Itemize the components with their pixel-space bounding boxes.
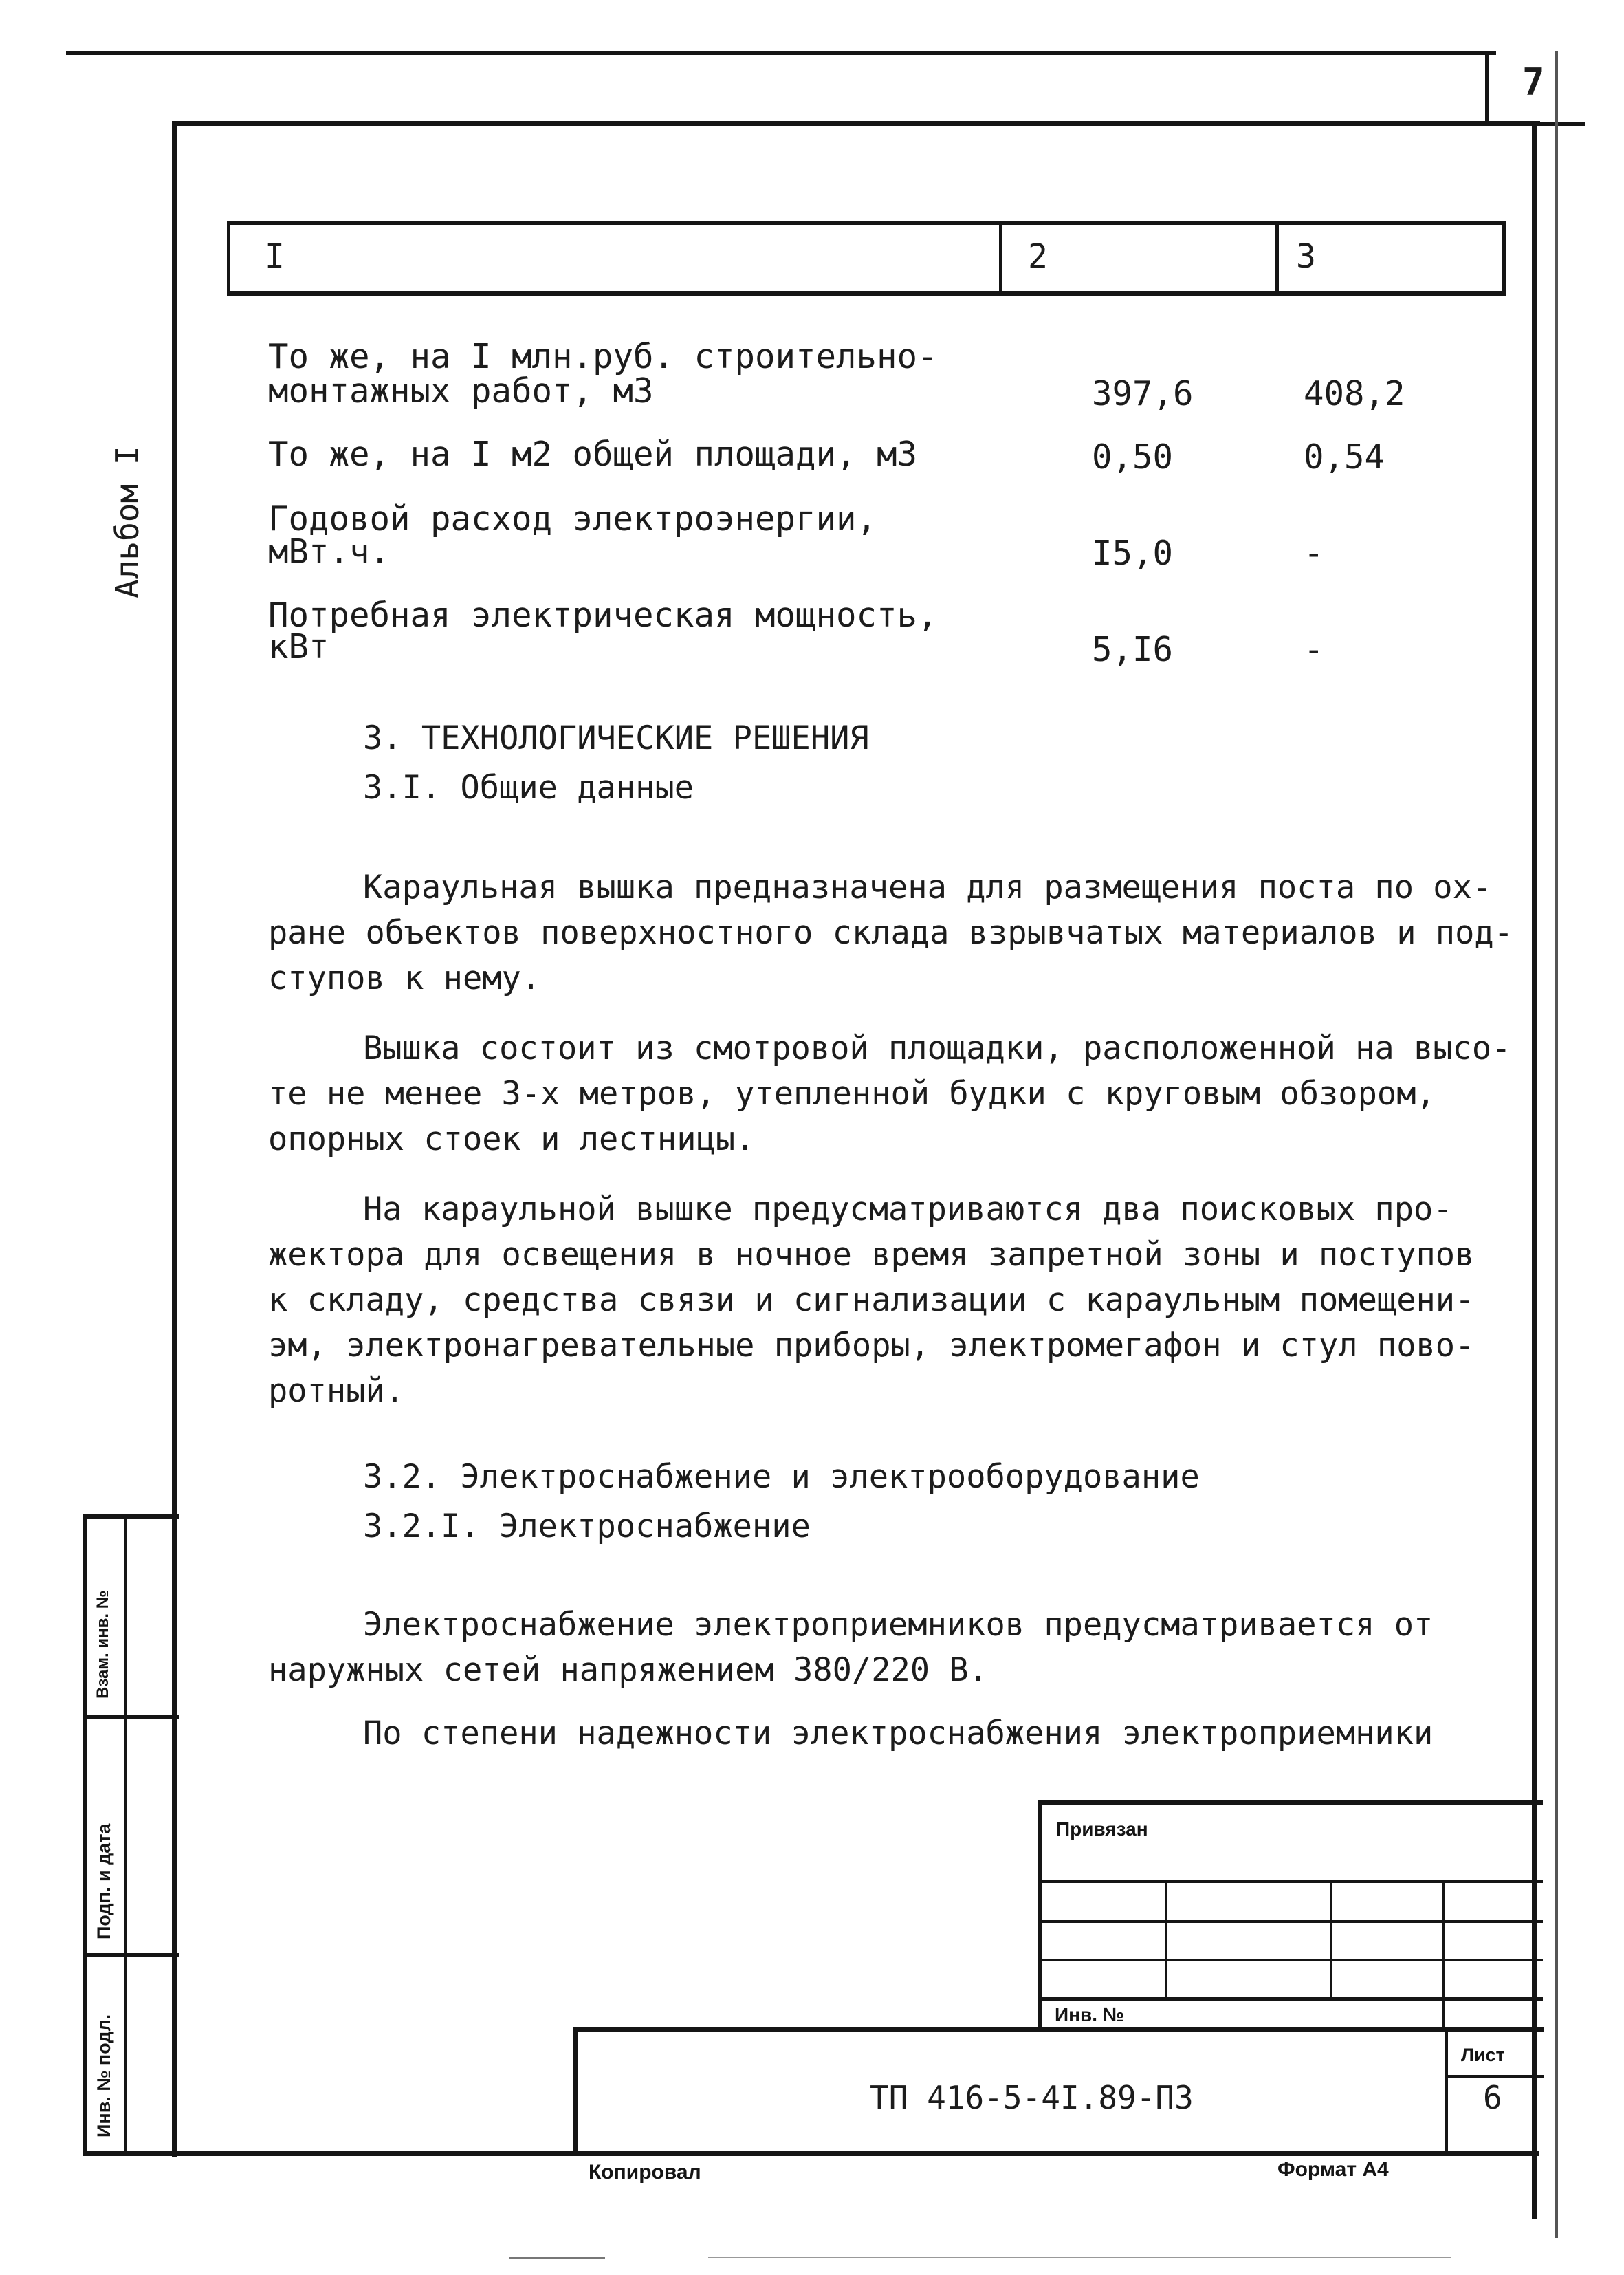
grid-v-1 [1165,1880,1167,1997]
column-header-3: 3 [1296,237,1316,276]
row-1-value-col3: 408,2 [1304,374,1405,413]
sidebar-inv-podl: Инв. № подл. [94,2014,114,2137]
column-header-2: 2 [1028,237,1048,276]
title-block-main [573,2027,1544,2156]
paragraph-3-line-5: ротный. [268,1372,405,1410]
designation-divider [1445,2032,1448,2156]
designation: ТП 416-5-4I.89-ПЗ [870,2079,1194,2116]
paragraph-3-line-2: жектора для освещения в ночное время запретной зоны и поступов [268,1236,1475,1274]
table-header [227,221,1506,296]
paragraph-1-line-3: ступов к нему. [268,959,541,997]
row-4-value-col3: - [1304,630,1324,669]
row-2-label-line1: То же, на I м2 общей площади, м3 [268,435,918,474]
sidebar-divider-2 [87,1953,179,1957]
paragraph-5-line-1: По степени надежности электроснабжения электроприемники [363,1715,1434,1752]
paragraph-4-line-2: наружных сетей напряжением 380/220 В. [268,1651,988,1689]
row-4-label-line1: Потребная электрическая мощность, [268,596,938,635]
section-2-subheading: 3.2.I. Электроснабжение [363,1507,811,1545]
sheet-number-top: 7 [1522,61,1545,104]
scan-artifact-dash-2 [708,2257,1451,2258]
grid-v-2 [1330,1880,1332,1997]
list-label: Лист [1461,2045,1505,2065]
row-2-value-col3: 0,54 [1304,437,1385,477]
paragraph-3-line-4: эм, электронагревательные приборы, электромегафон и стул пово- [268,1327,1475,1364]
paragraph-2-line-3: опорных стоек и лестницы. [268,1120,755,1158]
paragraph-2-line-1: Вышка состоит из смотровой площадки, расположенной на высо- [363,1030,1511,1067]
header-divider-2 [1275,225,1279,291]
album-label: Альбом I [109,446,146,598]
frame-top [172,121,1540,126]
grid-h-1 [1042,1880,1543,1883]
inv-no-label: Инв. № [1055,2004,1125,2025]
row-1-value-col2: 397,6 [1092,374,1194,413]
section-heading: 3. ТЕХНОЛОГИЧЕСКИЕ РЕШЕНИЯ [363,719,869,757]
column-header-1: I [265,237,285,276]
grid-v-3 [1442,1880,1445,2032]
grid-h-2 [1042,1920,1543,1923]
row-3-label-line2: мВт.ч. [268,532,391,572]
title-block-privyazan [1038,1800,1543,2032]
grid-h-4 [1042,1997,1543,2001]
list-label-divider [1445,2075,1544,2078]
paragraph-1-line-1: Караульная вышка предназначена для размещения поста по ох- [363,869,1492,906]
footer-copied: Копировал [589,2161,701,2184]
section-2-heading: 3.2. Электроснабжение и электрооборудование [363,1458,1200,1496]
grid-h-3 [1042,1959,1543,1961]
paragraph-1-line-2: ране объектов поверхностного склада взрывчатых материалов и под- [268,914,1513,952]
row-2-value-col2: 0,50 [1092,437,1174,477]
row-3-value-col3: - [1304,534,1324,573]
row-1-label-line1: То же, на I млн.руб. строительно- [268,337,938,376]
sidebar-stamp-column [83,1514,179,2155]
sidebar-divider-1 [87,1715,179,1719]
paragraph-2-line-2: те не менее 3-х метров, утепленной будки с круговым обзором, [268,1075,1436,1113]
paragraph-3-line-1: На караульной вышке предусматриваются два поисковых про- [363,1190,1453,1228]
paragraph-4-line-1: Электроснабжение электроприемников предусматривается от [363,1606,1434,1644]
frame-right-outer [1555,51,1558,2238]
sheet-number: 6 [1483,2079,1502,2116]
row-3-value-col2: I5,0 [1092,534,1174,573]
scan-artifact-dash-1 [509,2257,605,2259]
top-outer-rule [66,51,1496,55]
footer-format: Формат А4 [1277,2158,1389,2181]
row-4-label-line2: кВт [268,627,329,666]
row-4-value-col2: 5,I6 [1092,630,1174,669]
sidebar-vzam-inv: Взам. инв. № [94,1590,112,1699]
privyazan-label: Привязан [1056,1818,1148,1840]
sidebar-inner-divider [124,1519,127,2155]
row-1-label-line2: монтажных работ, м3 [268,371,654,411]
sidebar-podp-data: Подп. и дата [94,1823,114,1939]
header-divider-1 [999,225,1002,291]
paragraph-3-line-3: к складу, средства связи и сигнализации с караульным помещени- [268,1281,1475,1319]
section-subheading: 3.I. Общие данные [363,769,694,807]
row-3-label-line1: Годовой расход электроэнергии, [268,499,877,538]
